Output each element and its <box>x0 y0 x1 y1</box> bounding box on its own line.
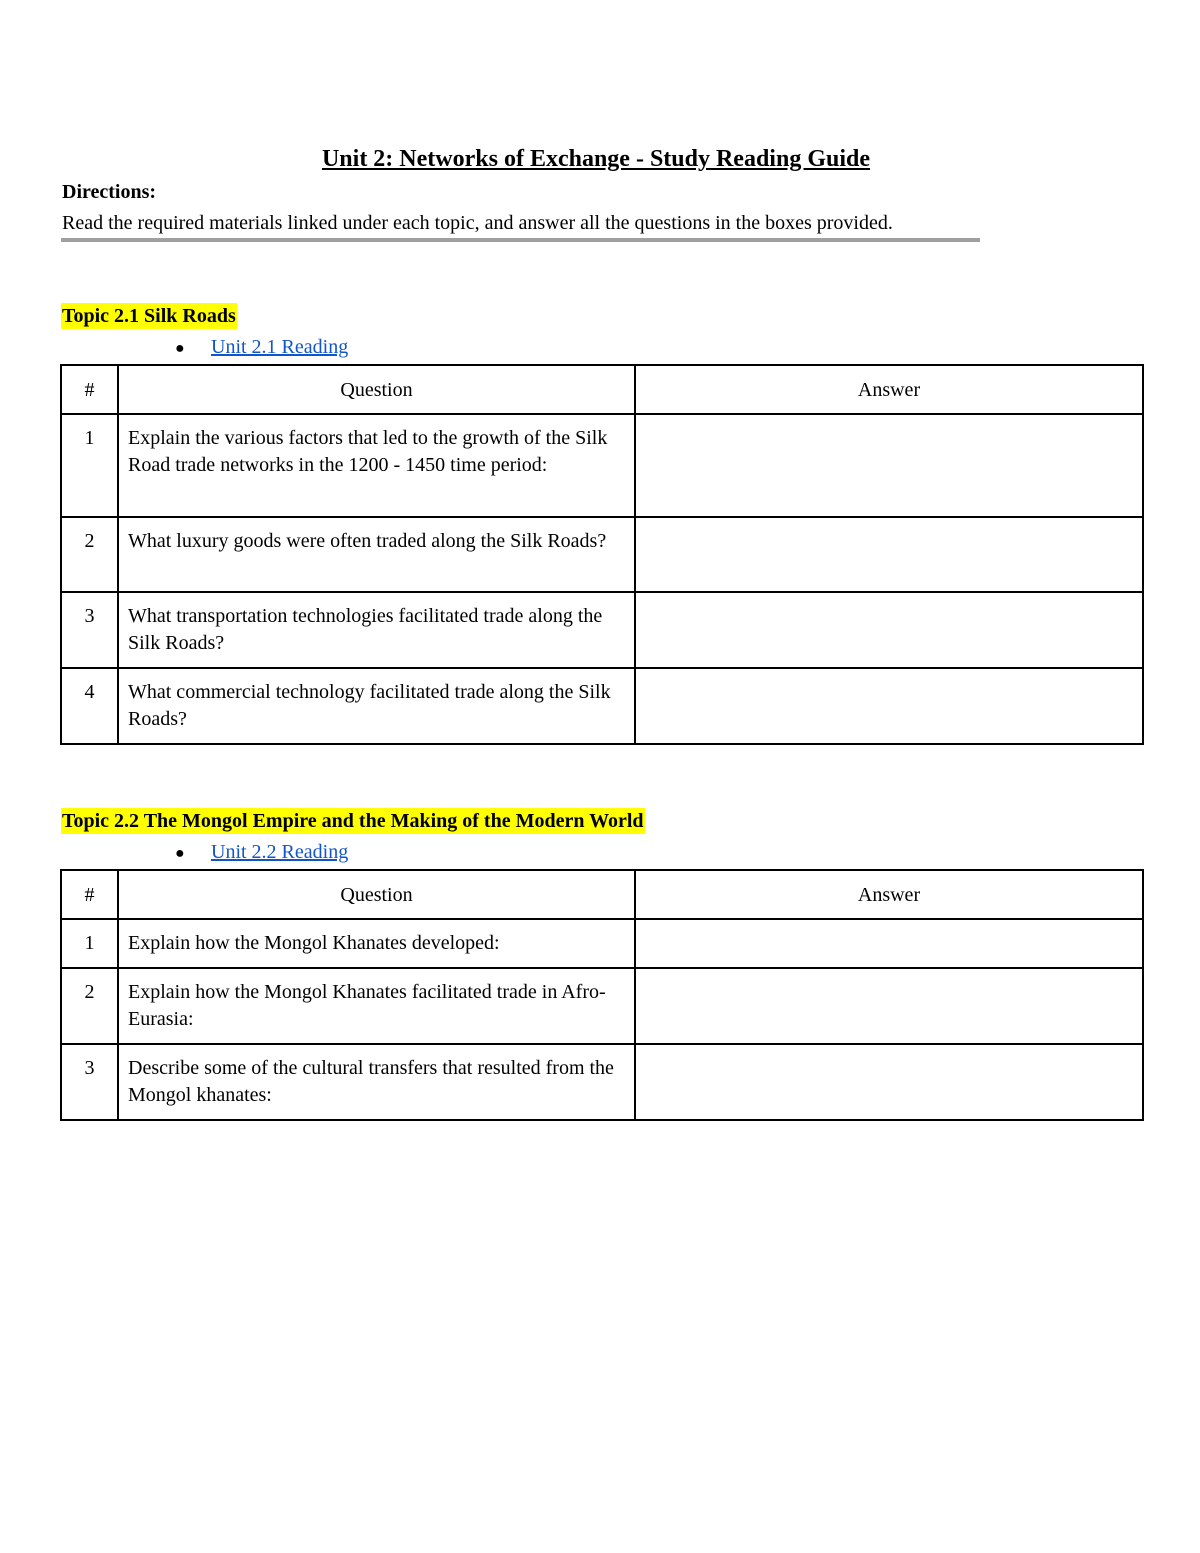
question-text: Explain how the Mongol Khanates facilitated trade in Afro-Eurasia: <box>118 968 635 1044</box>
answer-cell[interactable] <box>635 517 1143 592</box>
question-number: 2 <box>61 968 118 1044</box>
header-answer: Answer <box>635 870 1143 919</box>
bullet-icon: ● <box>175 845 185 862</box>
table-row <box>61 414 1143 517</box>
header-number: # <box>61 870 118 919</box>
answer-cell[interactable] <box>635 1044 1143 1120</box>
unit-2-2-reading-link[interactable]: Unit 2.2 Reading <box>211 841 349 863</box>
header-answer: Answer <box>635 365 1143 414</box>
header-question: Question <box>118 365 635 414</box>
question-number: 4 <box>61 668 118 744</box>
table-header-row <box>61 870 1143 919</box>
question-text: Describe some of the cultural transfers that resulted from the Mongol khanates: <box>118 1044 635 1120</box>
question-number: 3 <box>61 592 118 668</box>
directions-text: Read the required materials linked under each topic, and answer all the questions in the boxes provided. <box>62 212 893 234</box>
table-row <box>61 517 1143 592</box>
table-header-row <box>61 365 1143 414</box>
question-text: What commercial technology facilitated trade along the Silk Roads? <box>118 668 635 744</box>
table-row <box>61 668 1143 744</box>
topic-2-1-question-table <box>60 364 1144 745</box>
answer-cell[interactable] <box>635 968 1143 1044</box>
question-text: Explain the various factors that led to the growth of the Silk Road trade networks in the 1200 - 1450 time period: <box>118 414 635 517</box>
table-row <box>61 1044 1143 1120</box>
answer-cell[interactable] <box>635 592 1143 668</box>
table-row <box>61 592 1143 668</box>
header-number: # <box>61 365 118 414</box>
answer-cell[interactable] <box>635 668 1143 744</box>
question-number: 2 <box>61 517 118 592</box>
document-title: Unit 2: Networks of Exchange - Study Reading Guide <box>321 146 871 172</box>
bullet-icon: ● <box>175 340 185 357</box>
header-question: Question <box>118 870 635 919</box>
topic-2-1-heading: Topic 2.1 Silk Roads <box>62 305 236 327</box>
question-number: 1 <box>61 414 118 517</box>
question-number: 1 <box>61 919 118 968</box>
topic-2-2-question-table <box>60 869 1144 1121</box>
answer-cell[interactable] <box>635 919 1143 968</box>
question-text: Explain how the Mongol Khanates developed: <box>118 919 635 968</box>
horizontal-rule <box>61 238 980 242</box>
topic-2-2-reading-item <box>175 839 348 867</box>
unit-2-1-reading-link[interactable]: Unit 2.1 Reading <box>211 336 349 358</box>
table-row <box>61 919 1143 968</box>
answer-cell[interactable] <box>635 414 1143 517</box>
question-text: What luxury goods were often traded along the Silk Roads? <box>118 517 635 592</box>
directions-label: Directions: <box>62 181 157 203</box>
question-text: What transportation technologies facilitated trade along the Silk Roads? <box>118 592 635 668</box>
topic-2-1-reading-item <box>175 334 348 362</box>
topic-2-2-heading: Topic 2.2 The Mongol Empire and the Making of the Modern World <box>62 810 644 832</box>
question-number: 3 <box>61 1044 118 1120</box>
table-row <box>61 968 1143 1044</box>
